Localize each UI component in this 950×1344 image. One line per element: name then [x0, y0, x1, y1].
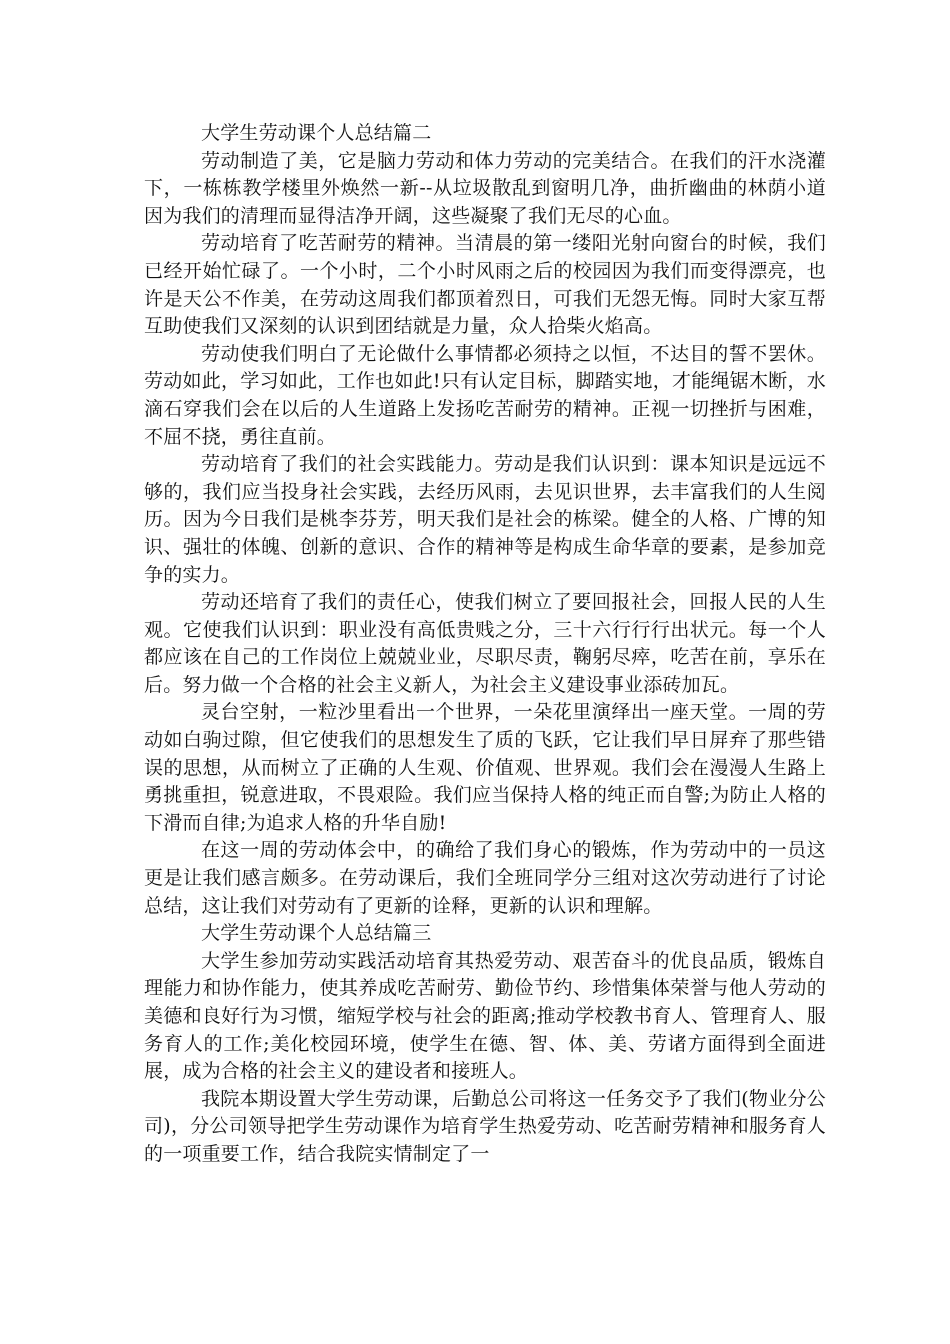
section-heading-3: 大学生劳动课个人总结篇三 [201, 922, 432, 945]
paragraph: 劳动培育了吃苦耐劳的精神。当清晨的第一缕阳光射向窗台的时候，我们已经开始忙碌了。一个小时，二个小时风雨之后的校园因为我们而变得漂亮，也许是天公不作美，在劳动这周我们都顶着烈日，可我们无怨无悔。同时大家互帮互助使我们又深刻的认识到团结就是力量，众人拾柴火焰高。 [144, 232, 826, 338]
paragraph: 劳动培育了我们的社会实践能力。劳动是我们认识到：课本知识是远远不够的，我们应当投身社会实践，去经历风雨，去见识世界，去丰富我们的人生阅历。因为今日我们是桃李芬芳，明天我们是社会的栋梁。健全的人格、广博的知识、强壮的体魄、创新的意识、合作的精神等是构成生命华章的要素，是参加竞争的实力。 [144, 453, 826, 586]
paragraph: 劳动制造了美，它是脑力劳动和体力劳动的完美结合。在我们的汗水浇灌下，一栋栋教学楼里外焕然一新--从垃圾散乱到窗明几净，曲折幽曲的林荫小道因为我们的清理而显得洁净开阔，这些凝聚了我们无尽的心血。 [144, 149, 826, 227]
document-body [144, 120, 826, 1169]
paragraph: 我院本期设置大学生劳动课，后勤总公司将这一任务交予了我们(物业分公司)，分公司领导把学生劳动课作为培育学生热爱劳动、吃苦耐劳精神和服务育人的一项重要工作，结合我院实情制定了一 [144, 1087, 826, 1165]
paragraph: 劳动使我们明白了无论做什么事情都必须持之以恒，不达目的誓不罢休。劳动如此，学习如此，工作也如此!只有认定目标，脚踏实地，才能绳锯木断，水滴石穿我们会在以后的人生道路上发扬吃苦耐劳的精神。正视一切挫折与困难，不屈不挠，勇往直前。 [144, 342, 826, 448]
paragraph: 灵台空射，一粒沙里看出一个世界，一朵花里演绎出一座天堂。一周的劳动如白驹过隙，但它使我们的思想发生了质的飞跃，它让我们早日屏弃了那些错误的思想，从而树立了正确的人生观、价值观、世界观。我们会在漫漫人生路上勇挑重担，锐意进取，不畏艰险。我们应当保持人格的纯正而自警;为防止人格的下滑而自律;为追求人格的升华自励! [144, 701, 826, 834]
paragraph: 在这一周的劳动体会中，的确给了我们身心的锻炼，作为劳动中的一员这更是让我们感言颇多。在劳动课后，我们全班同学分三组对这次劳动进行了讨论总结，这让我们对劳动有了更新的诠释，更新的认识和理解。 [144, 839, 826, 917]
paragraph: 大学生参加劳动实践活动培育其热爱劳动、艰苦奋斗的优良品质，锻炼自理能力和协作能力，使其养成吃苦耐劳、勤俭节约、珍惜集体荣誉与他人劳动的美德和良好行为习惯，缩短学校与社会的距离;推动学校教书育人、管理育人、服务育人的工作;美化校园环境，使学生在德、智、体、美、劳诸方面得到全面进展，成为合格的社会主义的建设者和接班人。 [144, 949, 826, 1083]
section-heading-2: 大学生劳动课个人总结篇二 [201, 122, 432, 144]
paragraph: 劳动还培育了我们的责任心，使我们树立了要回报社会，回报人民的人生观。它使我们认识到：职业没有高低贵贱之分，三十六行行行出状元。每一个人都应该在自己的工作岗位上兢兢业业，尽职尽责，鞠躬尽瘁，吃苦在前，享乐在后。努力做一个合格的社会主义新人，为社会主义建设事业添砖加瓦。 [144, 591, 826, 696]
